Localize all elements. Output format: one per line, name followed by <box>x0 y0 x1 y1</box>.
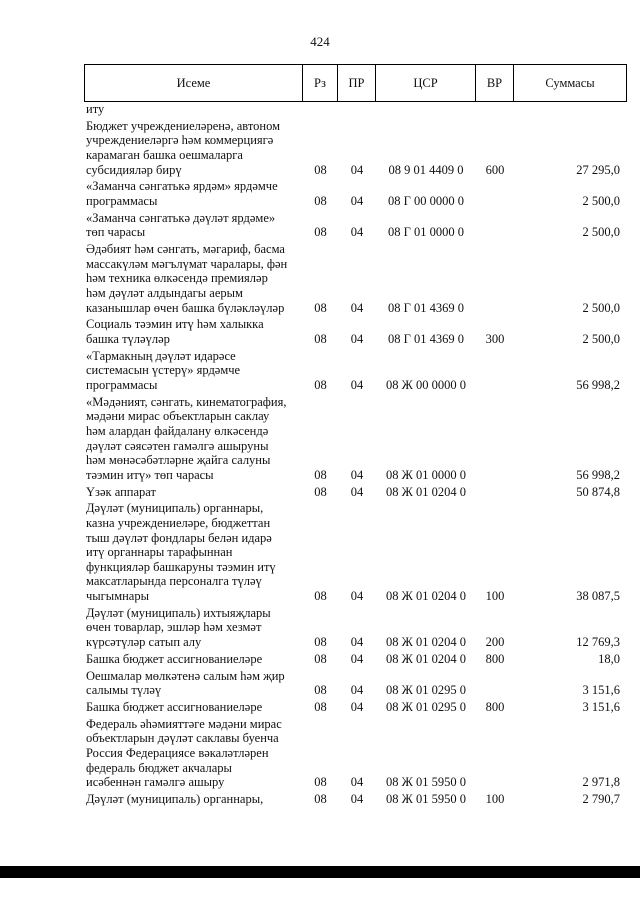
header-name: Исеме <box>84 64 303 102</box>
row-name: Бюджет учреждениеләренә, автоном учреждениеләргә һәм коммерциягә карамаган башка оешмаларга субсидияләр бирү <box>86 118 281 177</box>
row-name: Дәүләт (муниципаль) ихтыяҗлары өчен товарлар, эшләр һәм хезмәт күрсәтүләр сатып алу <box>86 605 271 649</box>
row-vr: 100 <box>485 792 505 806</box>
row-rz: 08 <box>314 331 327 346</box>
header-csr: ЦСР <box>376 64 476 102</box>
page-number: 424 <box>310 34 330 49</box>
row-pr: 04 <box>350 378 364 392</box>
row-sum: 3 151,6 <box>582 683 620 698</box>
row-rz: 08 <box>314 700 327 714</box>
row-sum: 50 874,8 <box>576 484 620 499</box>
scan-border <box>0 866 640 878</box>
table-row <box>0 179 640 208</box>
row-sum: 18,0 <box>598 651 620 666</box>
row-csr: 08 Ж 00 0000 0 <box>386 378 466 392</box>
row-name: Дәүләт (муниципаль) органнары, <box>86 792 264 806</box>
row-csr: 08 Ж 01 0204 0 <box>386 651 466 666</box>
row-csr: 08 Ж 01 0295 0 <box>386 700 466 714</box>
row-rz: 08 <box>314 484 327 499</box>
row-rz: 08 <box>314 467 327 482</box>
row-pr: 04 <box>350 635 364 649</box>
row-rz: 08 <box>314 378 327 392</box>
row-name: Башка бюджет ассигнованиеләре <box>86 700 263 714</box>
row-sum: 2 971,8 <box>582 775 620 790</box>
row-csr: 08 Ж 01 0204 0 <box>386 635 466 649</box>
row-sum: 27 295,0 <box>576 162 620 177</box>
row-name: Оешмалар мөлкәтенә салым һәм җир салымы түләү <box>86 668 285 698</box>
row-csr: 08 Ж 01 0295 0 <box>386 683 466 698</box>
row-name: «Заманча сәнгатькә ярдәм» ярдәмче программасы <box>86 179 278 208</box>
row-rz: 08 <box>314 588 327 603</box>
table-row <box>0 792 640 807</box>
row-pr: 04 <box>350 162 364 177</box>
row-name: Үзәк аппарат <box>86 484 156 499</box>
row-pr: 04 <box>350 775 364 790</box>
row-rz: 08 <box>314 193 327 208</box>
row-csr: 08 Ж 01 5950 0 <box>386 775 466 790</box>
row-sum: 3 151,6 <box>582 700 620 714</box>
row-pr: 04 <box>350 792 364 806</box>
table-row <box>0 317 640 346</box>
row-csr: 08 Г 01 0000 0 <box>388 225 464 240</box>
table-row <box>0 717 640 790</box>
row-sum: 2 500,0 <box>582 331 620 346</box>
row-vr: 100 <box>485 588 505 603</box>
row-vr: 800 <box>485 651 505 666</box>
row-rz: 08 <box>314 792 327 806</box>
row-vr: 300 <box>485 331 505 346</box>
row-sum: 38 087,5 <box>576 588 620 603</box>
header-vr: ВР <box>476 64 514 102</box>
row-rz: 08 <box>314 651 327 666</box>
row-pr: 04 <box>350 700 364 714</box>
row-csr: 08 Ж 01 0204 0 <box>386 484 466 499</box>
row-pr: 04 <box>350 651 364 666</box>
row-csr: 08 Г 01 4369 0 <box>388 331 464 346</box>
table-row <box>0 119 640 177</box>
row-vr: 800 <box>485 700 505 714</box>
table-row <box>0 102 640 117</box>
table-row <box>0 211 640 240</box>
row-csr: 08 9 01 4409 0 <box>388 162 464 177</box>
row-pr: 04 <box>350 300 364 315</box>
table-body <box>0 102 640 822</box>
row-name: Дәүләт (муниципаль) органнары, казна учреждениеләре, бюджеттан тыш дәүләт фондлары белән идарә итү органнары тарафыннан функцияләр башкаруны тәэмин итү максатларында персоналга түләү чыгымнары <box>86 501 276 603</box>
table-row <box>0 700 640 715</box>
row-sum: 2 500,0 <box>582 300 620 315</box>
row-name: «Заманча сәнгатькә дәүләт ярдәме» төп чарасы <box>86 210 276 240</box>
row-vr: 200 <box>485 635 505 649</box>
row-sum: 2 500,0 <box>582 225 620 240</box>
row-pr: 04 <box>350 588 364 603</box>
table-row <box>0 606 640 650</box>
row-sum: 56 998,2 <box>576 378 620 392</box>
row-csr: 08 Ж 01 0204 0 <box>386 588 466 603</box>
row-vr: 600 <box>485 162 505 177</box>
row-pr: 04 <box>350 683 364 698</box>
row-pr: 04 <box>350 484 364 499</box>
row-name: Федераль әһәмияттәге мәдәни мирас объектларын дәүләт саклавы буенча Россия Федерациясе вәкаләтләрен федераль бюджет акчалары исәбеннән гамәлгә ашыру <box>86 716 282 790</box>
row-pr: 04 <box>350 467 364 482</box>
row-rz: 08 <box>314 162 327 177</box>
row-csr: 08 Ж 01 0000 0 <box>386 467 466 482</box>
row-rz: 08 <box>314 775 327 790</box>
row-name: «Мәдәният, сәнгать, кинематография, мәдәни мирас объектларын саклау һәм алардан файдалану өлкәсендә дәүләт сәясәтен гамәлгә ашыруны һәм мөнәсәбәтләрне җайга салуны тәэмин итү» төп чарасы <box>86 394 287 482</box>
row-name: «Тармакның дәүләт идарәсе системасын үстерү» ярдәмче программасы <box>86 348 241 392</box>
row-sum: 56 998,2 <box>576 467 620 482</box>
row-name: иту <box>86 102 105 116</box>
row-rz: 08 <box>314 683 327 698</box>
row-sum: 12 769,3 <box>576 635 620 649</box>
row-name: Башка бюджет ассигнованиеләре <box>86 651 263 666</box>
header-pr: ПР <box>338 64 376 102</box>
row-pr: 04 <box>350 225 364 240</box>
table-row <box>0 242 640 315</box>
table-row <box>0 669 640 698</box>
table-row <box>0 485 640 500</box>
row-csr: 08 Г 00 0000 0 <box>388 193 464 208</box>
table-row <box>0 395 640 483</box>
row-sum: 2 500,0 <box>582 193 620 208</box>
row-csr: 08 Ж 01 5950 0 <box>386 792 466 806</box>
table-row <box>0 652 640 667</box>
row-rz: 08 <box>314 635 327 649</box>
row-name: Әдәбият һәм сәнгать, мәгариф, басма массакүләм мәгълүмат чаралары, фән һәм техника өлкәсендә премияләр һәм дәүләт алдындагы аерым казанышлар өчен башка бүләкләүләр <box>86 242 288 315</box>
header-sum: Суммасы <box>514 64 627 102</box>
table-row <box>0 349 640 393</box>
header-rz: Рз <box>303 64 338 102</box>
row-pr: 04 <box>350 193 364 208</box>
row-pr: 04 <box>350 331 364 346</box>
table-row <box>0 501 640 603</box>
row-rz: 08 <box>314 300 327 315</box>
row-name: Социаль тәэмин итү һәм халыкка башка түләүләр <box>86 317 264 346</box>
row-rz: 08 <box>314 225 327 240</box>
row-sum: 2 790,7 <box>582 792 620 806</box>
row-csr: 08 Г 01 4369 0 <box>388 300 464 315</box>
